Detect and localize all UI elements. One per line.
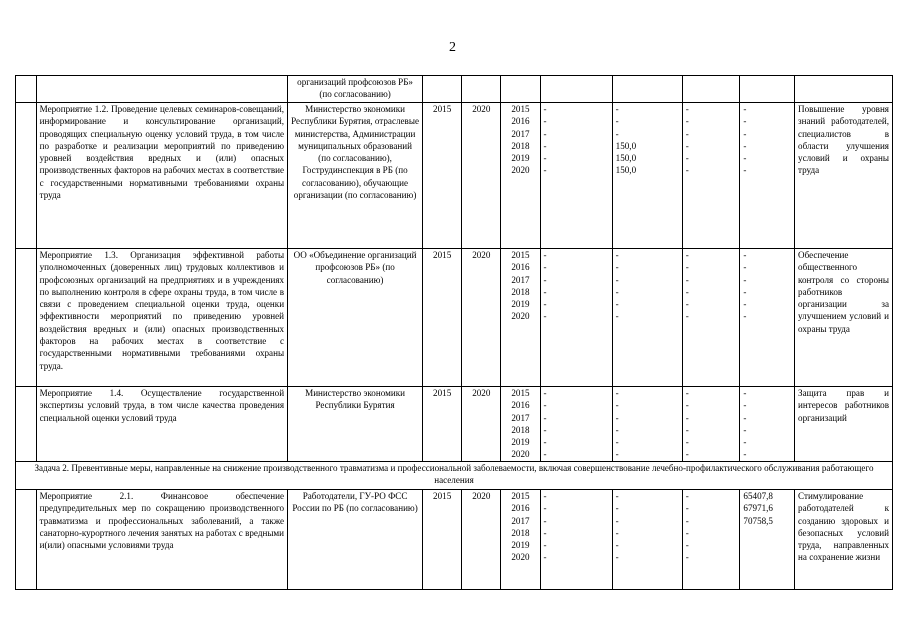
result-cell: Повышение уровня знаний работодателей, специалистов в области улучшения условий и охраны труда: [795, 103, 893, 249]
activity-row: [16, 103, 893, 249]
start-year-cell: 2015: [423, 103, 462, 249]
event-cell: Мероприятие 1.3. Организация эффективной работы уполномоченных (доверенных лиц) трудовых коллективов и профсоюзных организаций на предприятиях и в учреждениях по выполнению контроля в сфере охраны труда, в том числе в связи с проведением специальной оценки труда, оценки эффективности мероприятий по приведению уровней воздействия вредных и (или) опасных производственных факторов на рабочих местах в соответствие с государственными нормативными требованиями охраны труда.: [36, 249, 287, 387]
page-number: 2: [449, 40, 456, 55]
executor-cell: ОО «Объединение организаций профсоюзов РБ» (по согласованию): [288, 249, 423, 387]
end-year-cell: 2020: [462, 103, 501, 249]
funding-cell-3: - - - - - -: [682, 387, 740, 462]
executor-cell: Работодатели, ГУ-РО ФСС России по РБ (по согласованию): [288, 490, 423, 590]
row-number-cell: [16, 76, 37, 103]
executor-cell: Министерство экономики Республики Бурятия, отраслевые министерства, Администрации муниципальных образований (по согласованию), Гострудинспекция в РБ (по согласованию), обучающие организации (по согласованию): [288, 103, 423, 249]
funding-cell-2: - - - 150,0 150,0 150,0: [612, 103, 682, 249]
funding-cell-4: - - - - - -: [740, 249, 795, 387]
continuation-row: [16, 76, 893, 103]
task-row: [16, 462, 893, 490]
funding-cell-3: - - - - - -: [682, 490, 740, 590]
event-cell: Мероприятие 1.4. Осуществление государственной экспертизы условий труда, в том числе качества проведения специальной оценки условий труда: [36, 387, 287, 462]
years-cell: 2015 2016 2017 2018 2019 2020: [501, 490, 540, 590]
funding-cell-4: - - - - - -: [740, 387, 795, 462]
funding-cell-4: 65407,8 67971,6 70758,5: [740, 490, 795, 590]
program-activities-table: [15, 75, 893, 590]
event-cell: [36, 76, 287, 103]
executor-cell: организаций профсоюзов РБ» (по согласованию): [288, 76, 423, 103]
funding-cell-4: - - - - - -: [740, 103, 795, 249]
executor-cell: Министерство экономики Республики Бурятия: [288, 387, 423, 462]
funding-cell-3: - - - - - -: [682, 103, 740, 249]
funding-cell-1: - - - - - -: [540, 249, 612, 387]
activity-row: [16, 387, 893, 462]
result-cell: Защита прав и интересов работников организаций: [795, 387, 893, 462]
start-year-cell: 2015: [423, 490, 462, 590]
funding-cell-2: - - - - - -: [612, 249, 682, 387]
activity-row: [16, 490, 893, 590]
task-heading: Задача 2. Превентивные меры, направленные на снижение производственного травматизма и профессиональной заболеваемости, включая совершенствование лечебно-профилактического обслуживания работающего населения: [16, 462, 893, 490]
end-year-cell: 2020: [462, 249, 501, 387]
activity-row: [16, 249, 893, 387]
end-year-cell: 2020: [462, 490, 501, 590]
start-year-cell: 2015: [423, 249, 462, 387]
funding-cell-1: - - - - - -: [540, 490, 612, 590]
event-cell: Мероприятие 1.2. Проведение целевых семинаров-совещаний, информирование и консультирование организаций, проводящих специальную оценку условий труда, в том числе по разработке и реализации мероприятий по приведению уровней воздействия вредных и (или) опасных производственных факторов на рабочих местах в соответствие с государственными нормативными требованиями охраны труда: [36, 103, 287, 249]
funding-cell-3: - - - - - -: [682, 249, 740, 387]
years-cell: 2015 2016 2017 2018 2019 2020: [501, 249, 540, 387]
result-cell: Стимулирование работодателей к созданию здоровых и безопасных условий труда, направленных на сохранение жизни: [795, 490, 893, 590]
funding-cell-1: - - - - - -: [540, 387, 612, 462]
end-year-cell: 2020: [462, 387, 501, 462]
years-cell: 2015 2016 2017 2018 2019 2020: [501, 387, 540, 462]
event-cell: Мероприятие 2.1. Финансовое обеспечение предупредительных мер по сокращению производственного травматизма и профессиональных заболеваний, а также санаторно-курортного лечения занятых на работах с вредными и(или) опасными условиями труда: [36, 490, 287, 590]
funding-cell-1: - - - - - -: [540, 103, 612, 249]
years-cell: 2015 2016 2017 2018 2019 2020: [501, 103, 540, 249]
result-cell: Обеспечение общественного контроля со стороны работников организации за улучшением условий и охраны труда: [795, 249, 893, 387]
funding-cell-2: - - - - - -: [612, 387, 682, 462]
start-year-cell: 2015: [423, 387, 462, 462]
funding-cell-2: - - - - - -: [612, 490, 682, 590]
